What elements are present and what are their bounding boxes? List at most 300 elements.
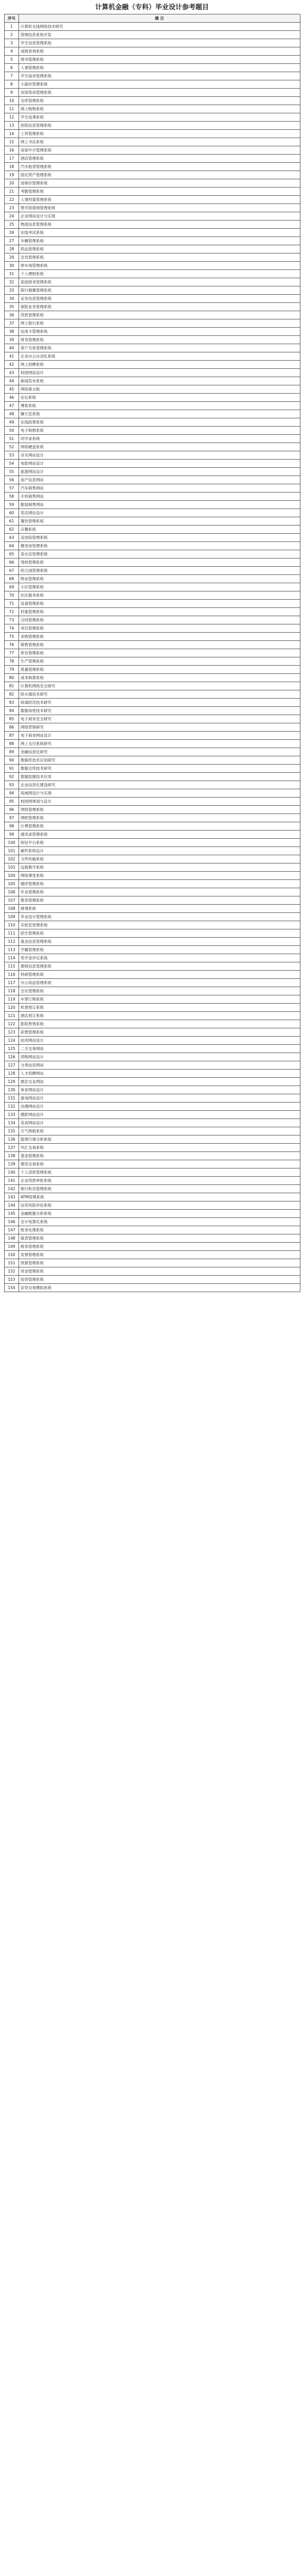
row-serial-number: 136 [5,1136,19,1144]
row-topic: 旅游网站设计 [19,468,300,476]
row-serial-number: 74 [5,624,19,633]
row-serial-number: 117 [5,979,19,987]
row-serial-number: 148 [5,1234,19,1243]
table-row [5,468,300,476]
row-topic: 成绩查询系统 [19,47,300,56]
row-serial-number: 87 [5,732,19,740]
row-topic: 酒店预订系统 [19,1012,300,1020]
table-row [5,328,300,336]
row-topic: 企业办公自动化系统 [19,352,300,361]
table-row [5,476,300,484]
table-row [5,80,300,89]
row-serial-number: 108 [5,905,19,913]
row-serial-number: 38 [5,328,19,336]
row-serial-number: 59 [5,501,19,509]
table-row [5,155,300,163]
row-topic: 期货交易系统 [19,1160,300,1168]
row-serial-number: 16 [5,146,19,155]
table-row [5,1103,300,1111]
row-serial-number: 19 [5,171,19,179]
row-serial-number: 71 [5,600,19,608]
row-topic: 聊天室系统 [19,410,300,418]
row-serial-number: 27 [5,237,19,245]
row-topic: 在线投票系统 [19,418,300,427]
table-row [5,558,300,567]
table-row [5,1086,300,1094]
row-topic: 汽车销售网站 [19,484,300,493]
row-topic: 计费管理系统 [19,822,300,831]
table-row [5,880,300,888]
row-topic: 企业网站设计与实现 [19,212,300,221]
table-row [5,1020,300,1028]
row-topic: 考勤管理系统 [19,188,300,196]
row-serial-number: 109 [5,913,19,921]
table-row [5,872,300,880]
row-serial-number: 11 [5,105,19,113]
row-serial-number: 106 [5,888,19,896]
row-topic: 小区管理系统 [19,583,300,591]
table-row [5,847,300,855]
row-topic: 手机销售网站 [19,493,300,501]
table-row [5,1284,300,1292]
row-serial-number: 90 [5,756,19,765]
row-serial-number: 124 [5,1037,19,1045]
table-row [5,1160,300,1168]
row-topic: 教务管理系统 [19,896,300,905]
row-topic: 证券交易模拟系统 [19,1284,300,1292]
table-row [5,773,300,781]
table-row [5,806,300,814]
row-topic: 信用卡管理系统 [19,328,300,336]
row-serial-number: 40 [5,344,19,352]
row-topic: 分类信息网站 [19,1061,300,1070]
row-serial-number: 92 [5,773,19,781]
row-serial-number: 51 [5,435,19,443]
row-serial-number: 95 [5,798,19,806]
row-serial-number: 146 [5,1218,19,1226]
row-serial-number: 132 [5,1103,19,1111]
row-topic: 体育网站设计 [19,1086,300,1094]
row-topic: 社区服务系统 [19,591,300,600]
row-serial-number: 86 [5,723,19,732]
table-row [5,319,300,328]
table-row [5,995,300,1004]
table-row [5,56,300,64]
table-row [5,715,300,723]
row-topic: 银行储蓄管理系统 [19,286,300,295]
row-topic: 人事档案管理系统 [19,196,300,204]
row-serial-number: 82 [5,690,19,699]
row-topic: 科研管理系统 [19,971,300,979]
row-topic: 工资管理系统 [19,130,300,138]
table-row [5,1028,300,1037]
row-serial-number: 34 [5,295,19,303]
row-topic: 图书馆借阅管理系统 [19,204,300,212]
row-serial-number: 105 [5,880,19,888]
table-row [5,1259,300,1267]
table-row [5,1037,300,1045]
row-topic: 拍卖网站设计 [19,1037,300,1045]
row-topic: 银行柜员管理系统 [19,1185,300,1193]
row-topic: 短信平台系统 [19,839,300,847]
row-serial-number: 61 [5,517,19,526]
row-topic: 投资管理系统 [19,1276,300,1284]
row-serial-number: 118 [5,987,19,995]
row-topic: 网上银行系统 [19,319,300,328]
table-row [5,39,300,47]
table-row [5,122,300,130]
table-row [5,748,300,756]
row-serial-number: 115 [5,962,19,971]
table-row [5,839,300,847]
row-serial-number: 17 [5,155,19,163]
row-topic: 博客系统 [19,402,300,410]
table-row [5,336,300,344]
row-serial-number: 7 [5,72,19,80]
table-row [5,517,300,526]
row-topic: 车辆管理系统 [19,237,300,245]
table-row [5,270,300,278]
table-row [5,418,300,427]
row-topic: 成本核算系统 [19,674,300,682]
row-serial-number: 66 [5,558,19,567]
row-topic: 酒店管理系统 [19,155,300,163]
row-topic: 金融数据分析系统 [19,1210,300,1218]
row-topic: 学生宿舍管理系统 [19,72,300,80]
row-serial-number: 138 [5,1152,19,1160]
row-serial-number: 5 [5,56,19,64]
table-header-row [5,14,300,23]
row-topic: 新闻发布系统 [19,377,300,385]
row-serial-number: 15 [5,138,19,146]
row-serial-number: 133 [5,1111,19,1119]
row-topic: 库存管理系统 [19,649,300,657]
table-row [5,130,300,138]
row-serial-number: 60 [5,509,19,517]
table-row [5,699,300,707]
row-topic: 服装销售网站 [19,501,300,509]
table-row [5,460,300,468]
table-row [5,641,300,649]
row-serial-number: 54 [5,460,19,468]
row-serial-number: 93 [5,781,19,789]
table-row [5,377,300,385]
row-serial-number: 81 [5,682,19,690]
row-topic: 质量管理系统 [19,666,300,674]
row-topic: 进销存管理系统 [19,179,300,188]
row-serial-number: 120 [5,1004,19,1012]
row-serial-number: 140 [5,1168,19,1177]
table-row [5,221,300,229]
table-row [5,649,300,657]
row-topic: 外汇交易系统 [19,1144,300,1152]
row-topic: 财务管理系统 [19,336,300,344]
topics-table-body [5,23,300,1292]
row-serial-number: 131 [5,1094,19,1103]
table-row [5,789,300,798]
row-serial-number: 47 [5,402,19,410]
row-serial-number: 130 [5,1086,19,1094]
row-topic: 教师信息管理系统 [19,962,300,971]
row-topic: 毕业设计管理系统 [19,913,300,921]
row-topic: 美食网站设计 [19,1119,300,1127]
row-topic: 设备管理系统 [19,600,300,608]
row-serial-number: 98 [5,822,19,831]
table-row [5,1004,300,1012]
row-serial-number: 49 [5,418,19,427]
row-topic: 局域网设计与实现 [19,789,300,798]
row-serial-number: 88 [5,740,19,748]
row-topic: 电子商务网站设计 [19,732,300,740]
table-row [5,674,300,682]
row-topic: 贷款管理系统 [19,311,300,319]
row-topic: 排课系统 [19,905,300,913]
table-row [5,962,300,971]
row-serial-number: 24 [5,212,19,221]
row-serial-number: 6 [5,64,19,72]
table-row [5,196,300,204]
row-serial-number: 22 [5,196,19,204]
row-serial-number: 122 [5,1020,19,1028]
row-serial-number: 152 [5,1267,19,1276]
table-row [5,583,300,591]
table-row [5,385,300,394]
table-row [5,929,300,938]
row-topic: 企业贷款审批系统 [19,1177,300,1185]
row-serial-number: 67 [5,567,19,575]
table-row [5,1012,300,1020]
row-topic: 证券信息管理系统 [19,295,300,303]
row-topic: 计算机网络安全研究 [19,682,300,690]
row-topic: 摄影网站设计 [19,1111,300,1119]
row-topic: 人事管理系统 [19,64,300,72]
row-serial-number: 64 [5,542,19,550]
row-topic: 数据挖掘技术应用 [19,773,300,781]
row-serial-number: 151 [5,1259,19,1267]
row-serial-number: 110 [5,921,19,929]
table-row [5,484,300,493]
table-row [5,253,300,262]
row-serial-number: 112 [5,938,19,946]
row-serial-number: 111 [5,929,19,938]
table-row [5,146,300,155]
row-serial-number: 91 [5,765,19,773]
row-serial-number: 8 [5,80,19,89]
row-topic: 图书管理系统 [19,56,300,64]
table-row [5,690,300,699]
row-serial-number: 20 [5,179,19,188]
row-topic: 花店网站设计 [19,509,300,517]
table-row [5,987,300,995]
row-topic: 车票订购系统 [19,995,300,1004]
table-row [5,402,300,410]
row-serial-number: 25 [5,221,19,229]
table-row [5,23,300,31]
table-row [5,1119,300,1127]
table-row [5,905,300,913]
row-topic: 会员管理系统 [19,253,300,262]
row-serial-number: 72 [5,608,19,616]
row-topic: 药品管理系统 [19,245,300,253]
row-serial-number: 137 [5,1144,19,1152]
row-topic: 股票行情分析系统 [19,1136,300,1144]
table-row [5,526,300,534]
row-topic: 网上购物系统 [19,105,300,113]
table-row [5,946,300,954]
table-row [5,921,300,929]
row-topic: 生产管理系统 [19,657,300,666]
row-serial-number: 94 [5,789,19,798]
row-serial-number: 37 [5,319,19,328]
table-row [5,509,300,517]
row-topic: 校园网站设计 [19,369,300,377]
row-topic: 网络营销研究 [19,723,300,732]
row-topic: 招生管理系统 [19,929,300,938]
row-serial-number: 10 [5,97,19,105]
row-topic: 作业管理系统 [19,888,300,896]
table-row [5,47,300,56]
row-serial-number: 135 [5,1127,19,1136]
row-serial-number: 56 [5,476,19,484]
row-topic: 固定资产管理系统 [19,171,300,179]
row-topic: 企业信息化建设研究 [19,781,300,789]
row-topic: 停车场管理系统 [19,262,300,270]
row-topic: 病毒防范技术研究 [19,699,300,707]
row-topic: 驾校管理系统 [19,558,300,567]
row-serial-number: 36 [5,311,19,319]
row-serial-number: 43 [5,369,19,377]
row-serial-number: 114 [5,954,19,962]
row-serial-number: 14 [5,130,19,138]
table-row [5,286,300,295]
row-topic: 仓库管理系统 [19,97,300,105]
row-serial-number: 126 [5,1053,19,1061]
table-row [5,831,300,839]
table-row [5,245,300,253]
row-serial-number: 1 [5,23,19,31]
row-serial-number: 26 [5,229,19,237]
table-row [5,1111,300,1119]
row-topic: 网络课堂系统 [19,872,300,880]
table-row [5,1177,300,1185]
row-serial-number: 76 [5,641,19,649]
table-row [5,633,300,641]
row-serial-number: 13 [5,122,19,130]
table-row [5,31,300,39]
table-row [5,765,300,773]
row-serial-number: 153 [5,1276,19,1284]
row-serial-number: 42 [5,361,19,369]
row-serial-number: 85 [5,715,19,723]
row-serial-number: 139 [5,1160,19,1168]
row-serial-number: 21 [5,188,19,196]
row-topic: 餐饮管理系统 [19,517,300,526]
table-row [5,171,300,179]
table-row [5,262,300,270]
row-topic: 题库管理系统 [19,880,300,888]
row-serial-number: 50 [5,427,19,435]
row-serial-number: 121 [5,1012,19,1020]
row-topic: 计算机无线网络技术研究 [19,23,300,31]
row-serial-number: 79 [5,666,19,674]
row-topic: 数据仓库技术研究 [19,765,300,773]
table-row [5,1168,300,1177]
row-serial-number: 69 [5,583,19,591]
row-topic: 网络管理系统 [19,806,300,814]
row-serial-number: 119 [5,995,19,1004]
table-row [5,781,300,789]
table-row [5,1053,300,1061]
table-row [5,896,300,905]
row-topic: 客户关系管理系统 [19,344,300,352]
row-serial-number: 99 [5,831,19,839]
document-title: 计算机金融（专科）毕业设计参考题目 [95,4,209,11]
table-row [5,1094,300,1103]
table-row [5,352,300,361]
row-serial-number: 113 [5,946,19,954]
row-topic: 电子商务安全研究 [19,715,300,723]
row-topic: 账务处理系统 [19,1226,300,1234]
row-serial-number: 77 [5,649,19,657]
row-topic: 远程教学系统 [19,863,300,872]
table-row [5,451,300,460]
table-row [5,822,300,831]
row-serial-number: 104 [5,872,19,880]
row-topic: 销售管理系统 [19,641,300,649]
row-serial-number: 80 [5,674,19,682]
table-row [5,863,300,872]
table-row [5,1127,300,1136]
row-topic: 报表管理系统 [19,1234,300,1243]
table-row [5,427,300,435]
row-serial-number: 45 [5,385,19,394]
row-topic: 在线考试系统 [19,229,300,237]
table-row [5,567,300,575]
row-topic: 二手交易网站 [19,1045,300,1053]
table-row [5,1070,300,1078]
table-row [5,979,300,987]
table-row [5,855,300,863]
table-row [5,97,300,105]
table-row [5,303,300,311]
table-row [5,550,300,558]
row-serial-number: 75 [5,633,19,641]
row-serial-number: 83 [5,699,19,707]
table-row [5,493,300,501]
row-serial-number: 141 [5,1177,19,1185]
table-row [5,435,300,443]
table-row [5,501,300,509]
row-serial-number: 2 [5,31,19,39]
row-serial-number: 70 [5,591,19,600]
row-serial-number: 97 [5,814,19,822]
row-serial-number: 30 [5,262,19,270]
row-topic: 幼儿园管理系统 [19,567,300,575]
row-topic: 美容院管理系统 [19,534,300,542]
row-topic: 校园网规划与设计 [19,798,300,806]
row-topic: 学生信息管理系统 [19,39,300,47]
table-row [5,311,300,319]
row-topic: 金融信息化研究 [19,748,300,756]
table-row [5,1045,300,1053]
row-topic: 办公用品管理系统 [19,979,300,987]
row-serial-number: 35 [5,303,19,311]
row-serial-number: 57 [5,484,19,493]
table-row [5,608,300,616]
row-serial-number: 53 [5,451,19,460]
row-serial-number: 129 [5,1078,19,1086]
table-row [5,1276,300,1284]
